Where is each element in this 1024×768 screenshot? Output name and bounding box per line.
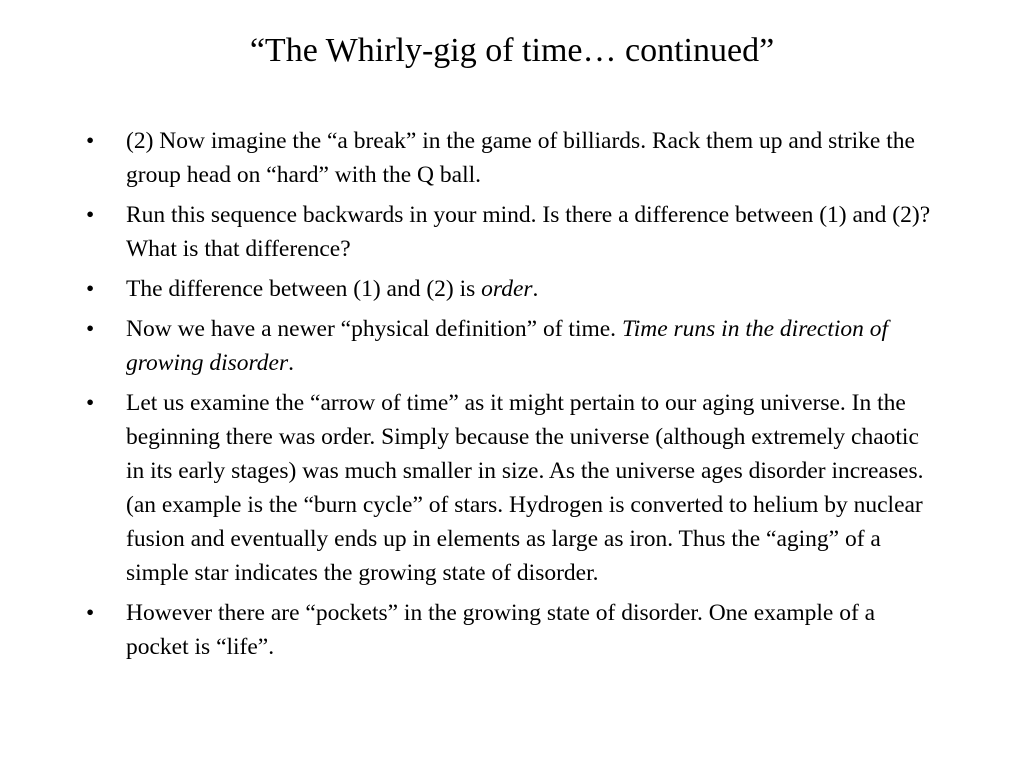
bullet-emphasis: order — [481, 276, 533, 302]
bullet-item — [0, 198, 1024, 266]
bullet-text: (2) Now imagine the “a break” in the game of billiards. Rack them up and strike the group head on “hard” with the Q ball. — [126, 128, 915, 188]
bullet-marker: • — [86, 276, 95, 302]
bullet-marker: • — [86, 202, 95, 228]
bullet-item — [0, 124, 1024, 192]
slide-title: “The Whirly-gig of time… continued” — [249, 32, 775, 69]
bullet-marker: • — [86, 390, 95, 416]
bullet-text: Run this sequence backwards in your mind. Is there a difference between (1) and (2)? What is that difference? — [126, 202, 931, 262]
bullet-text-before: The difference between (1) and (2) is — [126, 276, 482, 302]
bullet-text-after: . — [288, 350, 294, 376]
bullet-item — [0, 596, 1024, 664]
bullet-text-after: . — [532, 276, 539, 302]
bullet-item — [0, 386, 1024, 590]
bullet-emphasis: Time runs in the direction of growing disorder — [126, 316, 889, 376]
bullet-marker: • — [86, 600, 95, 626]
bullet-text: Let us examine the “arrow of time” as it might pertain to our aging universe. In the beginning there was order. Simply because the universe (although extremely chaotic in its early stages) was much smaller in size. As the universe ages disorder increases. (an example is the “burn cycle” of stars. Hydrogen is converted to helium by nuclear fusion and eventually ends up in elements as large as iron. Thus the “aging” of a simple star indicates the growing state of disorder. — [126, 390, 924, 586]
bullet-marker: • — [86, 316, 95, 342]
bullet-marker: • — [86, 128, 95, 154]
bullet-list — [0, 124, 1024, 670]
bullet-text — [126, 276, 538, 302]
bullet-text: However there are “pockets” in the growing state of disorder. One example of a pocket is “life”. — [126, 600, 876, 660]
bullet-text — [126, 316, 888, 376]
bullet-item — [0, 272, 1024, 306]
bullet-text-before: Now we have a newer “physical definition” of time. — [126, 316, 622, 342]
bullet-item — [0, 312, 1024, 380]
